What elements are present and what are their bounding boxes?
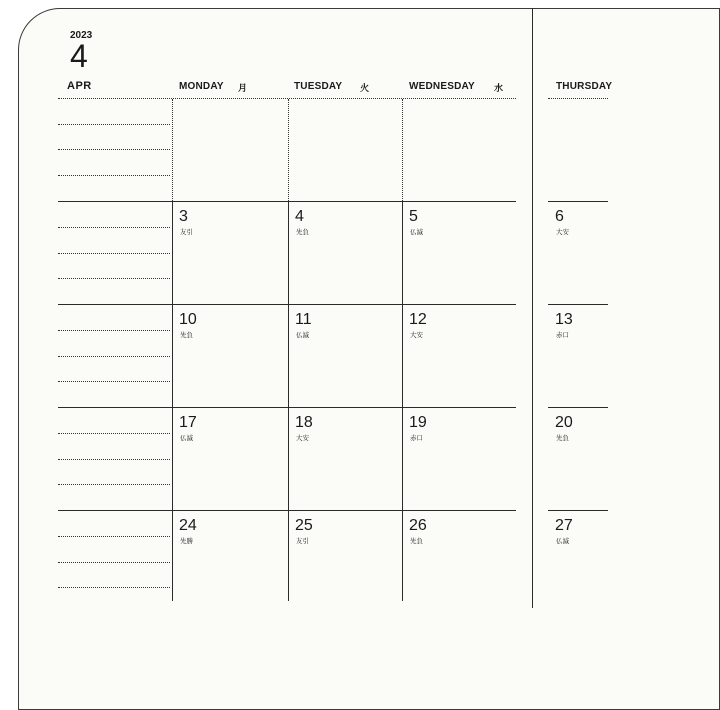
rokuyo-label: 友引 bbox=[180, 229, 193, 236]
header-divider bbox=[548, 98, 608, 99]
rokuyo-label: 赤口 bbox=[410, 435, 423, 442]
day-header-thursday: THURSDAY bbox=[556, 81, 613, 92]
month-number: 4 bbox=[70, 38, 88, 74]
date-number: 26 bbox=[409, 517, 427, 534]
rokuyo-label: 仏滅 bbox=[556, 538, 569, 545]
day-header-wednesday: WEDNESDAY bbox=[409, 81, 475, 92]
rokuyo-label: 大安 bbox=[296, 435, 309, 442]
note-line bbox=[58, 227, 170, 228]
page-spine bbox=[532, 8, 533, 608]
note-line bbox=[58, 175, 170, 176]
day-line bbox=[288, 201, 289, 601]
rokuyo-label: 仏滅 bbox=[296, 332, 309, 339]
rokuyo-label: 先負 bbox=[556, 435, 569, 442]
day-header-kanji: 月 bbox=[238, 83, 248, 93]
date-number: 5 bbox=[409, 208, 418, 225]
cell-divider bbox=[288, 99, 289, 201]
rokuyo-label: 先勝 bbox=[180, 538, 193, 545]
date-number: 24 bbox=[179, 517, 197, 534]
week-line bbox=[548, 201, 608, 202]
date-number: 17 bbox=[179, 414, 197, 431]
rokuyo-label: 友引 bbox=[296, 538, 309, 545]
rokuyo-label: 先負 bbox=[180, 332, 193, 339]
date-number: 18 bbox=[295, 414, 313, 431]
rokuyo-label: 仏滅 bbox=[180, 435, 193, 442]
date-number: 10 bbox=[179, 311, 197, 328]
note-line bbox=[58, 149, 170, 150]
note-line bbox=[58, 587, 170, 588]
day-header-monday: MONDAY bbox=[179, 81, 224, 92]
header-divider bbox=[58, 98, 516, 99]
note-line bbox=[58, 330, 170, 331]
date-number: 6 bbox=[555, 208, 564, 225]
week-line bbox=[548, 304, 608, 305]
rokuyo-label: 先負 bbox=[410, 538, 423, 545]
date-number: 25 bbox=[295, 517, 313, 534]
day-line bbox=[172, 201, 173, 601]
week-line bbox=[58, 304, 516, 305]
year-label: 2023 bbox=[70, 30, 93, 41]
note-line bbox=[58, 124, 170, 125]
week-line bbox=[58, 201, 516, 202]
note-line bbox=[58, 562, 170, 563]
week-line bbox=[58, 407, 516, 408]
note-line bbox=[58, 381, 170, 382]
rokuyo-label: 赤口 bbox=[556, 332, 569, 339]
day-header-tuesday: TUESDAY bbox=[294, 81, 343, 92]
rokuyo-label: 大安 bbox=[410, 332, 423, 339]
note-line bbox=[58, 356, 170, 357]
date-number: 13 bbox=[555, 311, 573, 328]
date-number: 12 bbox=[409, 311, 427, 328]
date-number: 4 bbox=[295, 208, 304, 225]
date-number: 11 bbox=[295, 311, 312, 328]
cell-divider bbox=[402, 99, 403, 201]
cell-divider bbox=[172, 99, 173, 201]
day-header-kanji: 水 bbox=[494, 83, 504, 93]
planner-page bbox=[18, 8, 720, 710]
date-number: 19 bbox=[409, 414, 427, 431]
note-line bbox=[58, 484, 170, 485]
date-number: 3 bbox=[179, 208, 188, 225]
rokuyo-label: 先負 bbox=[296, 229, 309, 236]
day-header-kanji: 火 bbox=[360, 83, 370, 93]
note-line bbox=[58, 459, 170, 460]
day-line bbox=[402, 201, 403, 601]
note-line bbox=[58, 278, 170, 279]
note-line bbox=[58, 253, 170, 254]
note-line bbox=[58, 433, 170, 434]
date-number: 20 bbox=[555, 414, 573, 431]
note-line bbox=[58, 536, 170, 537]
week-line bbox=[548, 407, 608, 408]
week-line bbox=[58, 510, 516, 511]
rokuyo-label: 仏滅 bbox=[410, 229, 423, 236]
rokuyo-label: 大安 bbox=[556, 229, 569, 236]
week-line bbox=[548, 510, 608, 511]
month-name: APR bbox=[67, 80, 92, 92]
date-number: 27 bbox=[555, 517, 573, 534]
